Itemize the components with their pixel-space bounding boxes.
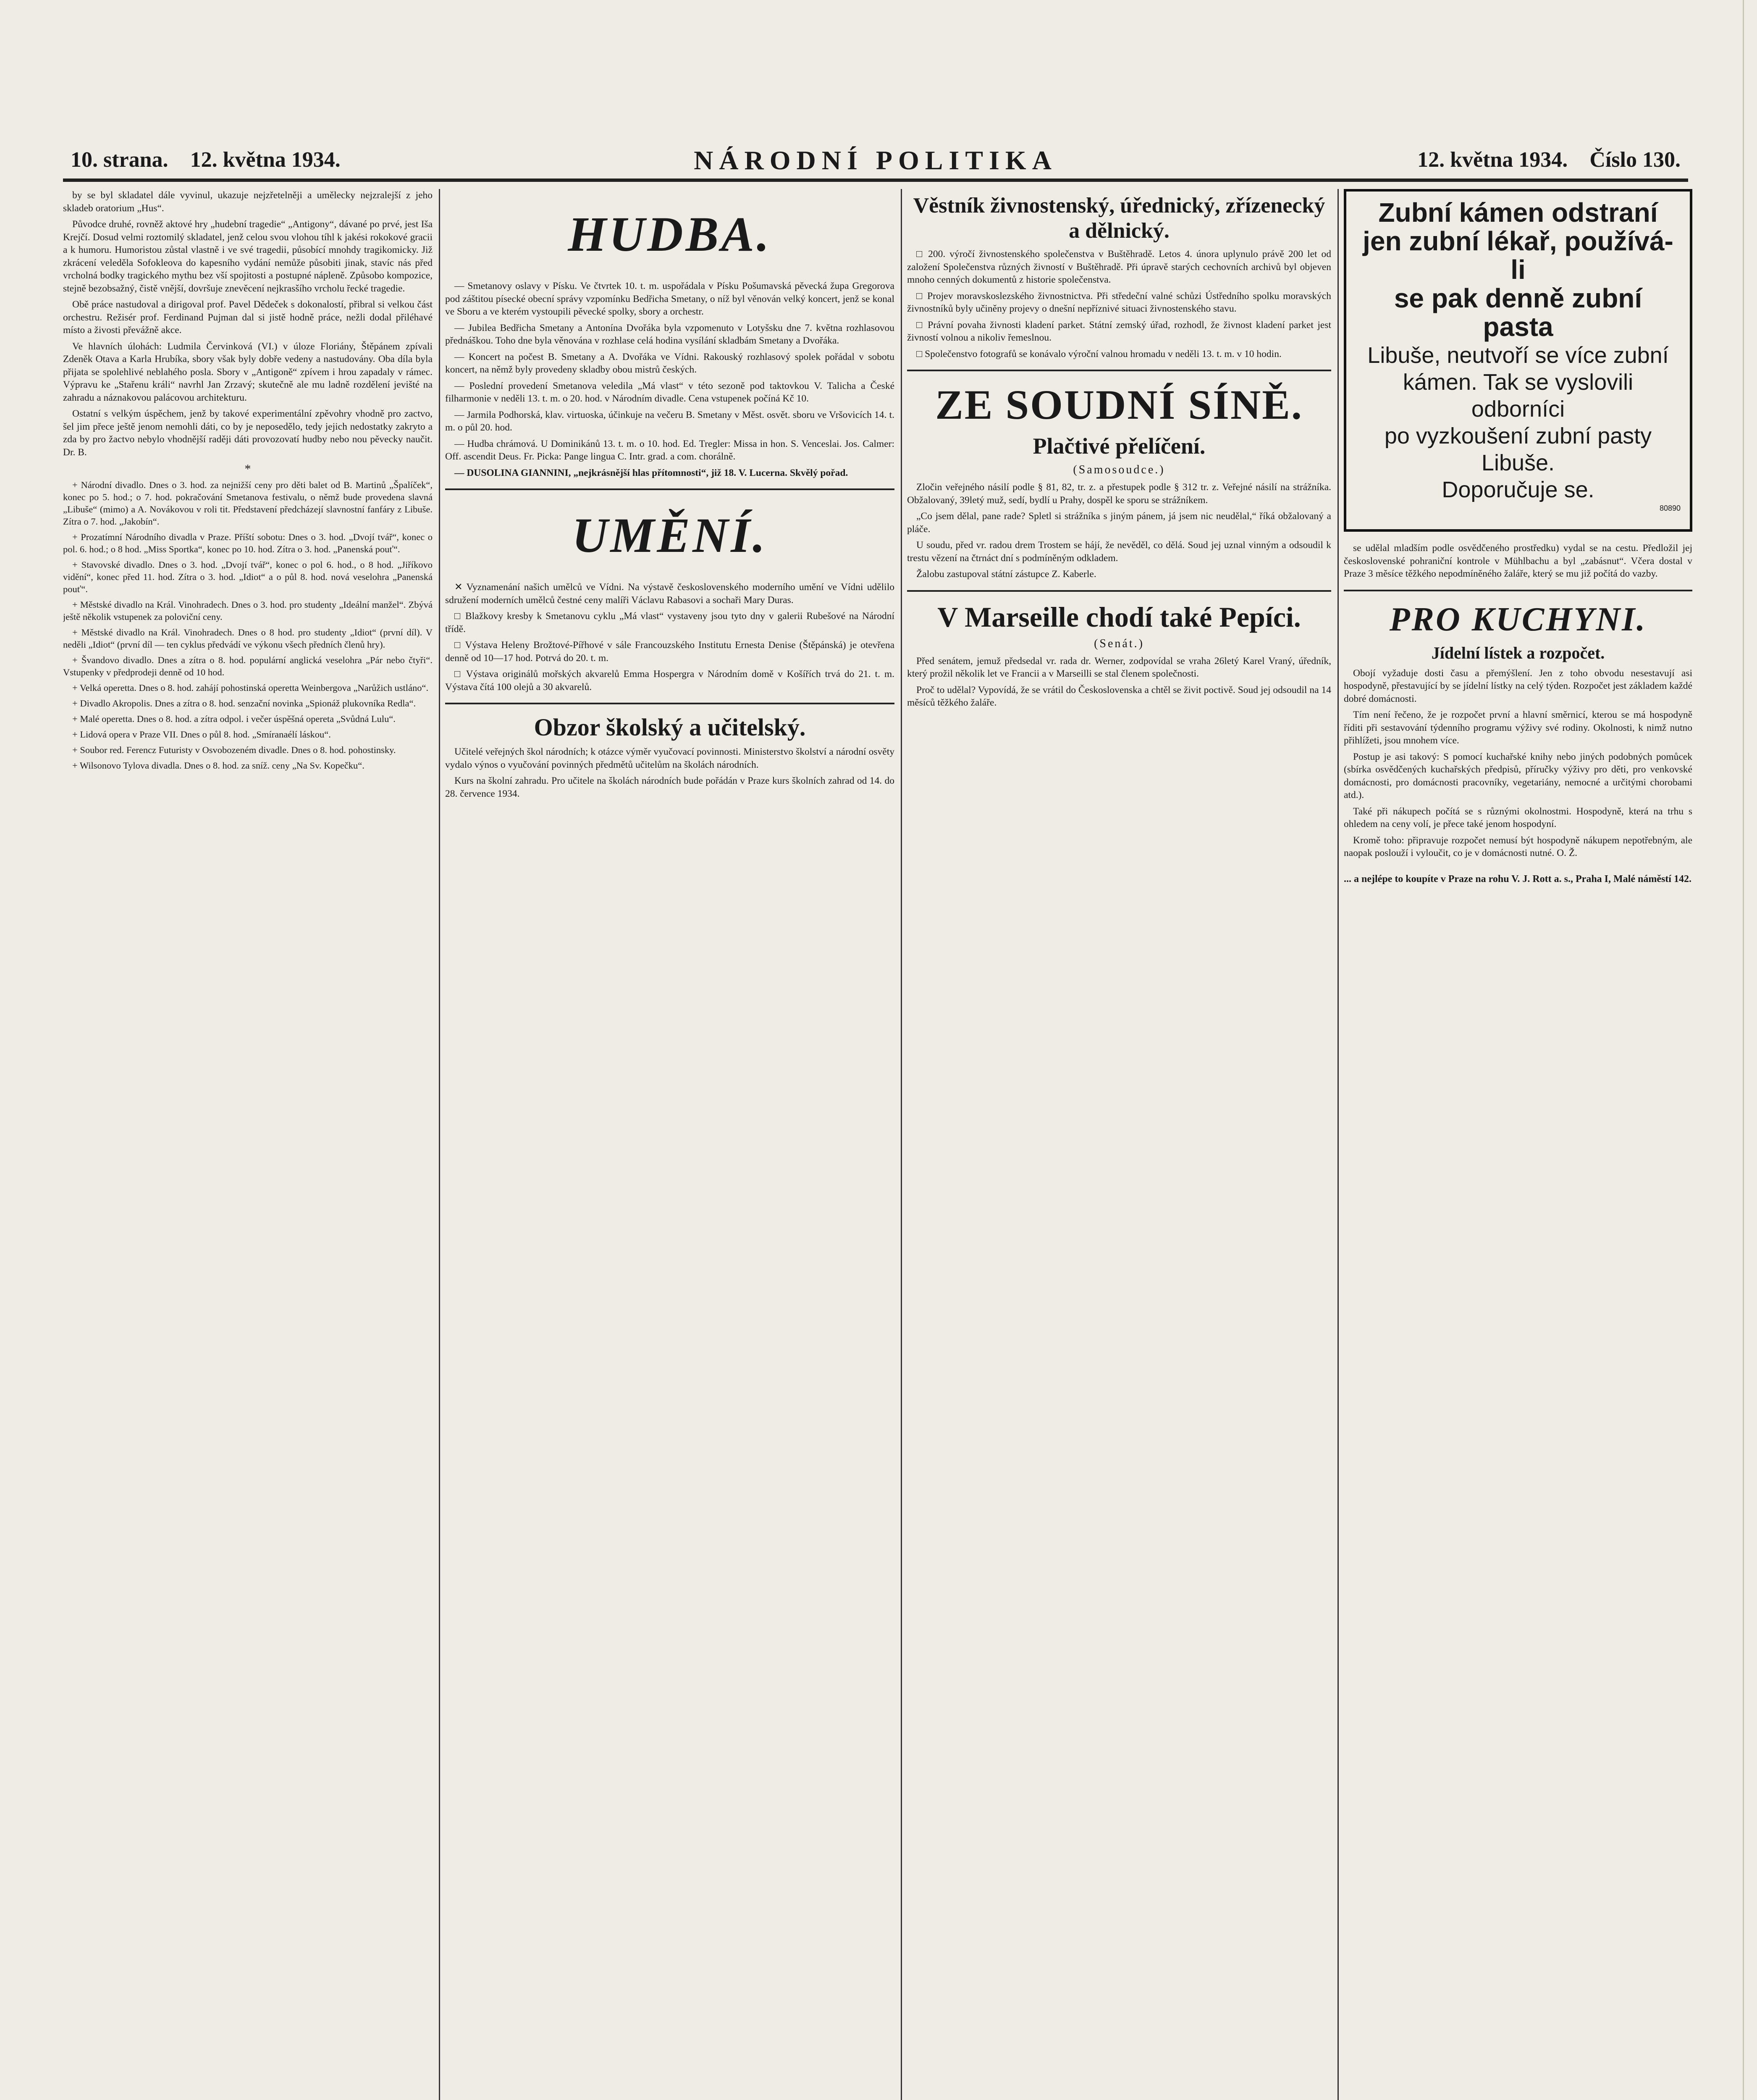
- kitchen-paragraph: Tím není řečeno, že je rozpočet první a hlavní směrnicí, kterou se má hospodyně říditi při sestavování týdenního programu výživy své rodiny. Okolnosti, k nimž nutno přihlížeti, jsou mnohem více.: [1344, 709, 1692, 746]
- article-tag: (Samosoudce.): [1073, 463, 1165, 476]
- article-paragraph: by se byl skladatel dále vyvinul, ukazuje nejzřetelněji a umělecky nejzralejší z jeho skladeb oratorium „Hus“.: [63, 190, 433, 214]
- kitchen-paragraph: Postup je asi takový: S pomocí kuchařské knihy nebo jiných podobných pomůcek (sbírka osvědčených kuchařských předpisů, příručky výživy pro děti, pro venkovské domácnosti, pro domácnosti pracovníky, vegetariány, nemocné a určitými chorobami atd.).: [1344, 751, 1692, 801]
- masthead: [63, 145, 1688, 182]
- court-paragraph: Zločin veřejného násilí podle § 81, 82, tr. z. a přestupek podle § 312 tr. z. Veřejné násilí na strážníka. Obžalovaný, 39letý muž, sedí, bydlí u Prahy, dospěl ke sporu se strážníkem.: [907, 482, 1331, 506]
- masthead-right: [1417, 147, 1681, 172]
- art-item: ✕ Vyznamenání našich umělců ve Vídni. Na výstavě československého moderního umění ve Vídni udělilo sdružení moderních umělců čestné ceny malíři Václavu Rabasovi a sochaři Mary Duras.: [445, 582, 894, 606]
- column-4: [1344, 189, 1692, 2100]
- shop-advert: ... a nejlépe to koupíte v Praze na rohu V. J. Rott a. s., Praha I, Malé náměstí 142.: [1344, 873, 1691, 885]
- court-paragraph: „Co jsem dělal, pane rade? Spletl si strážníka s jiným pánem, já jsem nic neudělal,“ říká obžalovaný a pláče.: [907, 511, 1331, 535]
- issue-number: Číslo 130.: [1589, 148, 1681, 172]
- page-edge: [1743, 0, 1744, 2100]
- article-paragraph: Ve hlavních úlohách: Ludmila Červinková (VI.) v úloze Floriány, Štěpánem zpívali Zdeněk Otava a Karla Hrubíka, sbory však byly dobře vedeny a nastudovány. Oba díla byla přijata se spolehlivé neblahého posla. Sbory v „Antigoně“ zpívem i hrou zapadaly v rámec. Výpravu ke „Stařenu králi“ navrhl Jan Zrzavý; skutečně ale mu ladně rozdělení jevišté na zahradu a náznakovou palácovou architekturu.: [63, 341, 433, 403]
- column-rule: [439, 189, 440, 2100]
- article-paragraph: se udělal mladším podle osvědčeného prostředku) vydal se na cestu. Předložil jej československé pohraniční kontrole v Mühlbachu a byl „zabásnut“. Včera dostal v Praze 3 měsíce těžkého nepodmíněného žaláře, který se mu již počítá do vazby.: [1344, 543, 1692, 579]
- music-item: — Koncert na počest B. Smetany a A. Dvořáka ve Vídni. Rakouský rozhlasový spolek pořádal v sobotu koncert, na němž byly provedeny skladby obou mistrů českých.: [445, 351, 894, 375]
- ad-line: se pak denně zubní pasta: [1394, 283, 1642, 342]
- theatre-notice: + Velká operetta. Dnes o 8. hod. zahájí pohostinská operetta Weinbergova „Narůžich ustláno“.: [72, 682, 429, 693]
- kitchen-paragraph: Obojí vyžaduje dosti času a přemýšlení. Jen z toho obvodu nesestavují asi hospodyně, přestavující by se jídelní lístky na celý týden. Rozpočet jest základem každé dobré domácnosti.: [1344, 667, 1692, 704]
- divider: [907, 370, 1331, 371]
- music-item: — Smetanovy oslavy v Písku. Ve čtvrtek 10. t. m. uspořádala v Písku Pošumavská pěvecká župa Gregorova pod záštitou písecké obecní správy vzpomínku Bedřicha Smetany, o níž byl věnován velký koncert, jenž se konal ve Sboru a ve kterém vystoupili pěvecké spolky, sbory a orchestr.: [445, 281, 894, 317]
- section-heading-umeni: UMĚNÍ.: [572, 508, 768, 563]
- ad-line: jen zubní lékař, používá-li: [1363, 226, 1673, 285]
- article-title: Jídelní lístek a rozpočet.: [1431, 643, 1605, 662]
- article-tag: (Senát.): [1094, 637, 1144, 650]
- school-item: Kurs na školní zahradu. Pro učitele na školách národních bude pořádán v Praze kurs školních zahrad od 14. do 28. července 1934.: [445, 775, 894, 799]
- column-rule: [901, 189, 902, 2100]
- ad-line: kámen. Tak se vyslovili odborníci: [1403, 370, 1634, 422]
- article-title: Plačtivé přelíčení.: [1033, 433, 1206, 459]
- section-heading-soud: ZE SOUDNÍ SÍNĚ.: [935, 381, 1303, 428]
- ad-code: 80890: [1659, 504, 1681, 512]
- trade-item: □ 200. výročí živnostenského společenstva v Buštěhradě. Letos 4. února uplynulo právě 200 let od založení Společenstva různých živností v Buštěhradě. Při úpravě starých cechovních archivů byl objeven mnoho cenných dokumentů z historie společenstva.: [907, 249, 1331, 285]
- ad-line: Zubní kámen odstraní: [1378, 197, 1658, 228]
- theatre-notice: + Městské divadlo na Král. Vinohradech. Dnes o 3. hod. pro studenty „Ideální manžel“. Zbývá ještě několik vstupenek za poloviční ceny.: [63, 599, 433, 622]
- school-item: Učitelé veřejných škol národních; k otázce výměr vyučovací povinnosti. Ministerstvo školství a národní osvěty vydalo výnos o vyučování povinných předmětů učitelům na školách národních.: [445, 746, 894, 770]
- theatre-notice: + Švandovo divadlo. Dnes a zítra o 8. hod. populární anglická veselohra „Pár nebo čtyři“. Vstupenky v předprodeji denně od 10 hod.: [63, 655, 433, 677]
- music-item: — Hudba chrámová. U Dominikánů 13. t. m. o 10. hod. Ed. Tregler: Missa in hon. S. Venceslai. Jos. Calmer: Off. ascendit Deus. Fr. Picka: Pange lingua C. Intr. grad. a com. chorálně.: [445, 438, 894, 462]
- divider: [445, 488, 894, 490]
- date-right: 12. května 1934.: [1417, 148, 1568, 172]
- art-item: □ Výstava originálů mořských akvarelů Emma Hospergra v Národním domě v Košířích trvá do 21. t. m. Výstava čítá 100 olejů a 30 akvarelů.: [445, 669, 894, 693]
- court-paragraph: U soudu, před vr. radou drem Trostem se hájí, že nevěděl, co dělá. Soud jej uznal vinným a odsoudil k trestu vězení na čtrnáct dní s podmíněným odkladem.: [907, 540, 1331, 564]
- concert-ad: — DUSOLINA GIANNINI, „nejkrásnější hlas přítomnosti“, již 18. V. Lucerna. Skvělý pořad.: [454, 467, 848, 478]
- theatre-notice: + Lidová opera v Praze VII. Dnes o půl 8. hod. „Smíranaélí láskou“.: [72, 729, 331, 740]
- theatre-notice: + Národní divadlo. Dnes o 3. hod. za nejnižší ceny pro děti balet od B. Martinů „Špalíček“, konec po 5. hod.; o 7. hod. pokračování Smetanova festivalu, o němž bude provedena slavná „Libuše“ (mimo) a A. Novákovou v roli tit. Představení předcházejí slavnostní fanfáry z Libuše. Zítra o 7. hod. „Jakobín“.: [63, 480, 433, 527]
- ad-line: Doporučuje se.: [1442, 477, 1594, 502]
- date-left: 12. května 1934.: [190, 148, 341, 172]
- column-2: [445, 189, 894, 2100]
- column-rule: [1337, 189, 1339, 2100]
- trade-item: □ Právní povaha živnosti kladení parket. Státní zemský úřad, rozhodl, že živnost kladení parket jest živností volnou a nikoliv řemeslnou.: [907, 319, 1331, 343]
- divider: [907, 590, 1331, 592]
- art-item: □ Blažkovy kresby k Smetanovu cyklu „Má vlast“ vystaveny jsou tyto dny v galerii Rubešové na Národní třídě.: [445, 611, 894, 635]
- article-title-marseille: V Marseille chodí také Pepíci.: [937, 601, 1301, 633]
- theatre-notice: + Prozatímní Národního divadla v Praze. Příští sobotu: Dnes o 3. hod. „Dvojí tvář“, konec o pol. 6. hod.; o 8 hod. „Miss Sportka“, konec po 10. hod. Zítra o 3. hod. „Panenská pouť“.: [63, 532, 433, 554]
- theatre-notice: + Malé operetta. Dnes o 8. hod. a zítra odpol. i večer úspěšná opereta „Svůdná Lulu“.: [72, 714, 396, 724]
- section-heading-vestnik: Věstník živnostenský, úřednický, zřízenecký a dělnický.: [913, 194, 1325, 243]
- theatre-notice: + Wilsonovo Tylova divadla. Dnes o 8. hod. za sníž. ceny „Na Sv. Kopečku“.: [72, 760, 365, 771]
- column-1: [63, 189, 433, 2100]
- article-paragraph: Ostatní s velkým úspěchem, jenž by takové experimentální zpěvohry vhodně pro zactvo, šel jim přece ještě jenom nemohli dáti, co by je neposedělo, tedy jejich nedostatky zakryto a zda by pro žactvo nebylo vhodnější raději dáti provozovatí hudby nebo nou pěvecky naučit. Dr. B.: [63, 408, 433, 458]
- music-item: — Jarmila Podhorská, klav. virtuoska, účinkuje na večeru B. Smetany v Měst. osvět. sboru ve Vršovicích 14. t. m. o půl 20. hod.: [445, 409, 894, 433]
- column-3: [907, 189, 1331, 2100]
- ad-line: po vyzkoušení zubní pasty Libuše.: [1384, 423, 1652, 475]
- ad-line: Libuše, neutvoří se více zubní: [1367, 343, 1669, 368]
- trade-item: □ Projev moravskoslezského živnostnictva. Při středeční valné schůzi Ústředního spolku moravských živnostníků byly učiněny projevy o dnešní nepříznivé situaci živnostenského stavu.: [907, 290, 1331, 314]
- kitchen-paragraph: Také při nákupech počítá se s různými okolnostmi. Hospodyně, která na trhu s ohledem na ceny volí, je přece také jenom hospodyní.: [1344, 806, 1692, 830]
- court-paragraph: Proč to udělal? Vypovídá, že se vrátil do Československa a chtěl se živit poctivě. Soud jej odsoudil na 14 měsíců těžkého žaláře.: [907, 684, 1331, 708]
- music-item: — Poslední provedení Smetanova veledila „Má vlast“ v této sezoně pod taktovkou V. Talicha a České filharmonie v neděli 13. t. m. o 20. hod. v Národním divadle. Cena vstupenek počíná Kč 10.: [445, 380, 894, 404]
- article-paragraph: Původce druhé, rovněž aktové hry „hudební tragedie“ „Antigony“, dávané po prvé, jest Iša Krejčí. Dosud velmi roztomilý skladatel, jenž celou svou vlohou tíhl k jakési rokokové gracii a k humoru. Humoristou zůstal vlastně i ve své tragedii, působící mnohdy tragikomicky. Již zkrácení veleděla Sofokleova do kapesního vydání nemůže působiti jinak, stavíc nás před vrcholná bodky tragického mythu bez vší spojitosti a postupné nápleně. Způsobo kompozice, stejně bezobsažný, čistě vnější, dovršuje znevěcení nejkrasšího vrcholu řecké tragedie.: [63, 219, 433, 294]
- theatre-notice: + Soubor red. Ferencz Futuristy v Osvobozeném divadle. Dnes o 8. hod. pohostinsky.: [72, 745, 396, 755]
- kitchen-paragraph: Kromě toho: připravuje rozpočet nemusí být hospodyně nákupem nepotřebným, ale naopak poslouží i vyloučit, co je v domácnosti nutné. O. Ž.: [1344, 835, 1692, 858]
- separator-asterisk: *: [244, 462, 251, 476]
- theatre-notice: + Městské divadlo na Král. Vinohradech. Dnes o 8 hod. pro studenty „Idiot“ (první díl). V neděli „Idiot“ (první díl — ten cyklus předvádí ve výkonu všech předních členů hry).: [63, 627, 433, 650]
- court-paragraph: Žalobu zastupoval státní zástupce Z. Kaberle.: [916, 569, 1096, 580]
- music-item: — Jubilea Bedřicha Smetany a Antonína Dvořáka byla vzpomenuto v Lotyšsku dne 7. května rozhlasovou přednáškou. Toho dne byla věnována v rozhlase celá hodina vysílání skladbám Smetany a Dvořáka.: [445, 322, 894, 346]
- section-heading-kuchyne: PRO KUCHYNI.: [1389, 601, 1647, 638]
- theatre-notice: + Divadlo Akropolis. Dnes a zítra o 8. hod. senzační novinka „Spionáž plukovníka Redla“.: [72, 698, 416, 709]
- article-paragraph: Obě práce nastudoval a dirigoval prof. Pavel Dědeček s dokonalostí, přibral si velkou část orchestru. Režisér prof. Ferdinand Pujman dal si jistě hodně práce, nežli dodal přiléhavé místo a živosti převážně akce.: [63, 299, 433, 336]
- art-item: □ Výstava Heleny Brožtové-Pířhové v sále Francouzského Institutu Ernesta Denise (Štěpánská) je otevřena denně od 10—17 hod. Potrvá do 20. t. m.: [445, 640, 894, 664]
- section-heading-hudba: HUDBA.: [568, 207, 772, 262]
- divider: [445, 703, 894, 704]
- trade-item: □ Společenstvo fotografů se konávalo výroční valnou hromadu v neděli 13. t. m. v 10 hodin.: [916, 348, 1282, 360]
- court-paragraph: Před senátem, jemuž předsedal vr. rada dr. Werner, zodpovídal se vraha 26letý Karel Vraný, úředník, který prožil několik let ve Francii a v Marseilli se stal členem společnosti.: [907, 655, 1331, 679]
- page-label: 10. strana.: [71, 148, 168, 172]
- section-heading-obzor: Obzor školský a učitelský.: [534, 714, 806, 741]
- theatre-notice: + Stavovské divadlo. Dnes o 3. hod. „Dvojí tvář“, konec o pol 6. hod., o 8 hod. „Jiříkovo vidění“, konec před 11. hod. Zítra o 3. hod. „Idiot“ a o půl 8. hod. nová veselohra „Panenská pouť“.: [63, 559, 433, 594]
- newspaper-title: NÁRODNÍ POLITIKA: [694, 145, 1057, 175]
- toothpaste-advert: [1344, 189, 1692, 532]
- divider: [1344, 590, 1692, 591]
